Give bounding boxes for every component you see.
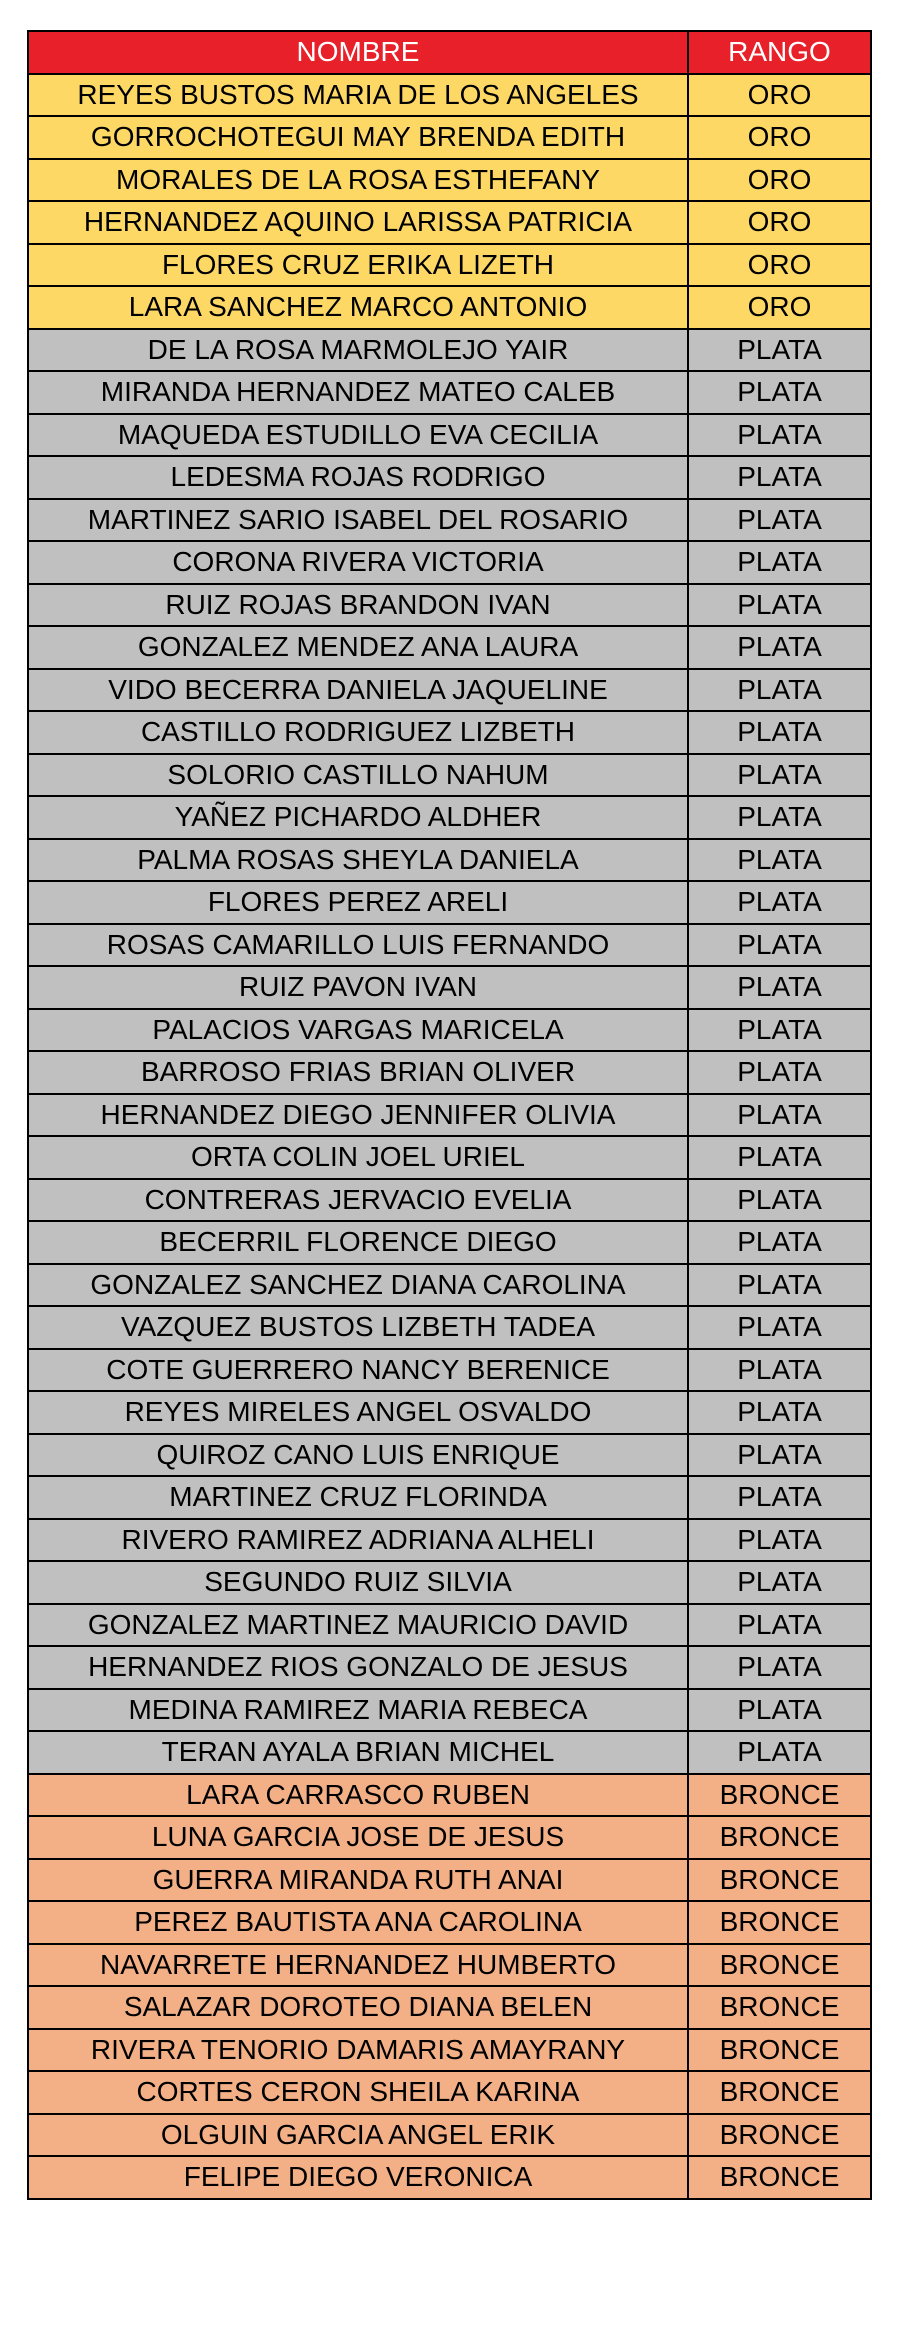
cell-rank: PLATA [688,1604,871,1647]
cell-name: VIDO BECERRA DANIELA JAQUELINE [28,669,688,712]
table-row [28,414,871,457]
cell-rank: PLATA [688,626,871,669]
cell-rank: ORO [688,159,871,202]
table-row [28,1604,871,1647]
cell-name: RIVERO RAMIREZ ADRIANA ALHELI [28,1519,688,1562]
cell-name: ROSAS CAMARILLO LUIS FERNANDO [28,924,688,967]
table-row [28,1689,871,1732]
cell-rank: PLATA [688,754,871,797]
cell-rank: PLATA [688,541,871,584]
cell-rank: PLATA [688,881,871,924]
table-row [28,74,871,117]
table-row [28,1136,871,1179]
cell-name: REYES BUSTOS MARIA DE LOS ANGELES [28,74,688,117]
table-row [28,1944,871,1987]
cell-rank: BRONCE [688,1774,871,1817]
cell-name: LARA SANCHEZ MARCO ANTONIO [28,286,688,329]
table-row [28,1519,871,1562]
cell-name: BARROSO FRIAS BRIAN OLIVER [28,1051,688,1094]
cell-name: MAQUEDA ESTUDILLO EVA CECILIA [28,414,688,457]
cell-rank: PLATA [688,456,871,499]
table-row [28,1051,871,1094]
cell-rank: PLATA [688,584,871,627]
table-row [28,1094,871,1137]
table-row [28,2156,871,2199]
cell-rank: BRONCE [688,1986,871,2029]
table-row [28,669,871,712]
cell-rank: PLATA [688,669,871,712]
cell-rank: BRONCE [688,1901,871,1944]
table-row [28,1179,871,1222]
table-row [28,711,871,754]
cell-rank: PLATA [688,1434,871,1477]
cell-rank: PLATA [688,499,871,542]
cell-rank: PLATA [688,796,871,839]
cell-rank: ORO [688,74,871,117]
cell-rank: PLATA [688,966,871,1009]
cell-name: NAVARRETE HERNANDEZ HUMBERTO [28,1944,688,1987]
cell-name: OLGUIN GARCIA ANGEL ERIK [28,2114,688,2157]
cell-name: MARTINEZ SARIO ISABEL DEL ROSARIO [28,499,688,542]
cell-rank: PLATA [688,1731,871,1774]
table-row [28,924,871,967]
cell-name: CONTRERAS JERVACIO EVELIA [28,1179,688,1222]
cell-name: LUNA GARCIA JOSE DE JESUS [28,1816,688,1859]
table-row [28,1009,871,1052]
cell-rank: BRONCE [688,1859,871,1902]
cell-name: MIRANDA HERNANDEZ MATEO CALEB [28,371,688,414]
table-row [28,839,871,882]
cell-rank: PLATA [688,1051,871,1094]
cell-rank: PLATA [688,1306,871,1349]
cell-name: COTE GUERRERO NANCY BERENICE [28,1349,688,1392]
cell-rank: PLATA [688,1519,871,1562]
cell-rank: PLATA [688,414,871,457]
table-row [28,1901,871,1944]
table-row [28,1646,871,1689]
cell-rank: PLATA [688,1094,871,1137]
column-header-name: NOMBRE [28,31,688,74]
cell-name: ORTA COLIN JOEL URIEL [28,1136,688,1179]
cell-name: FLORES PEREZ ARELI [28,881,688,924]
cell-name: QUIROZ CANO LUIS ENRIQUE [28,1434,688,1477]
cell-rank: PLATA [688,839,871,882]
cell-name: MEDINA RAMIREZ MARIA REBECA [28,1689,688,1732]
table-row [28,1306,871,1349]
table-row [28,1859,871,1902]
cell-name: SALAZAR DOROTEO DIANA BELEN [28,1986,688,2029]
table-row [28,1349,871,1392]
cell-name: FELIPE DIEGO VERONICA [28,2156,688,2199]
cell-rank: PLATA [688,371,871,414]
cell-name: MARTINEZ CRUZ FLORINDA [28,1476,688,1519]
cell-rank: PLATA [688,924,871,967]
cell-name: CORONA RIVERA VICTORIA [28,541,688,584]
cell-name: HERNANDEZ DIEGO JENNIFER OLIVIA [28,1094,688,1137]
cell-rank: BRONCE [688,2071,871,2114]
cell-rank: PLATA [688,1646,871,1689]
cell-name: FLORES CRUZ ERIKA LIZETH [28,244,688,287]
cell-rank: PLATA [688,711,871,754]
table-row [28,456,871,499]
cell-rank: BRONCE [688,2156,871,2199]
cell-name: DE LA ROSA MARMOLEJO YAIR [28,329,688,372]
cell-rank: PLATA [688,1391,871,1434]
table-row [28,1986,871,2029]
cell-name: TERAN AYALA BRIAN MICHEL [28,1731,688,1774]
table-row [28,499,871,542]
cell-rank: PLATA [688,1179,871,1222]
cell-rank: PLATA [688,1136,871,1179]
cell-rank: BRONCE [688,1944,871,1987]
cell-name: CORTES CERON SHEILA KARINA [28,2071,688,2114]
column-header-rank: RANGO [688,31,871,74]
table-header-row [28,31,871,74]
cell-name: MORALES DE LA ROSA ESTHEFANY [28,159,688,202]
cell-name: LEDESMA ROJAS RODRIGO [28,456,688,499]
cell-rank: ORO [688,201,871,244]
cell-rank: ORO [688,244,871,287]
table-row [28,1561,871,1604]
cell-name: RUIZ ROJAS BRANDON IVAN [28,584,688,627]
cell-name: PALACIOS VARGAS MARICELA [28,1009,688,1052]
table-row [28,584,871,627]
table-row [28,159,871,202]
table-row [28,626,871,669]
cell-name: CASTILLO RODRIGUEZ LIZBETH [28,711,688,754]
table-row [28,1221,871,1264]
cell-name: HERNANDEZ AQUINO LARISSA PATRICIA [28,201,688,244]
cell-name: HERNANDEZ RIOS GONZALO DE JESUS [28,1646,688,1689]
cell-rank: PLATA [688,1689,871,1732]
table-row [28,2114,871,2157]
table-row [28,329,871,372]
ranking-table-container [27,30,870,2200]
cell-name: GONZALEZ SANCHEZ DIANA CAROLINA [28,1264,688,1307]
cell-name: SOLORIO CASTILLO NAHUM [28,754,688,797]
cell-rank: BRONCE [688,2114,871,2157]
table-row [28,881,871,924]
table-row [28,1774,871,1817]
table-row [28,1264,871,1307]
cell-name: BECERRIL FLORENCE DIEGO [28,1221,688,1264]
table-row [28,1476,871,1519]
cell-name: RIVERA TENORIO DAMARIS AMAYRANY [28,2029,688,2072]
cell-name: GONZALEZ MENDEZ ANA LAURA [28,626,688,669]
table-row [28,286,871,329]
table-row [28,2029,871,2072]
cell-rank: PLATA [688,1264,871,1307]
cell-rank: PLATA [688,1476,871,1519]
cell-name: PALMA ROSAS SHEYLA DANIELA [28,839,688,882]
table-row [28,1816,871,1859]
cell-name: SEGUNDO RUIZ SILVIA [28,1561,688,1604]
table-row [28,244,871,287]
table-row [28,201,871,244]
cell-rank: BRONCE [688,2029,871,2072]
cell-name: LARA CARRASCO RUBEN [28,1774,688,1817]
cell-rank: BRONCE [688,1816,871,1859]
cell-name: REYES MIRELES ANGEL OSVALDO [28,1391,688,1434]
cell-name: RUIZ PAVON IVAN [28,966,688,1009]
cell-rank: ORO [688,116,871,159]
cell-rank: PLATA [688,1349,871,1392]
cell-rank: PLATA [688,1009,871,1052]
table-row [28,754,871,797]
cell-rank: PLATA [688,1561,871,1604]
table-row [28,1731,871,1774]
cell-rank: PLATA [688,1221,871,1264]
cell-name: GONZALEZ MARTINEZ MAURICIO DAVID [28,1604,688,1647]
ranking-table [27,30,872,2200]
cell-rank: ORO [688,286,871,329]
cell-name: PEREZ BAUTISTA ANA CAROLINA [28,1901,688,1944]
cell-name: YAÑEZ PICHARDO ALDHER [28,796,688,839]
table-row [28,116,871,159]
cell-name: GUERRA MIRANDA RUTH ANAI [28,1859,688,1902]
table-row [28,796,871,839]
cell-name: GORROCHOTEGUI MAY BRENDA EDITH [28,116,688,159]
table-body [28,74,871,2199]
table-row [28,966,871,1009]
table-row [28,541,871,584]
table-row [28,1391,871,1434]
table-row [28,371,871,414]
table-row [28,1434,871,1477]
cell-rank: PLATA [688,329,871,372]
cell-name: VAZQUEZ BUSTOS LIZBETH TADEA [28,1306,688,1349]
table-row [28,2071,871,2114]
